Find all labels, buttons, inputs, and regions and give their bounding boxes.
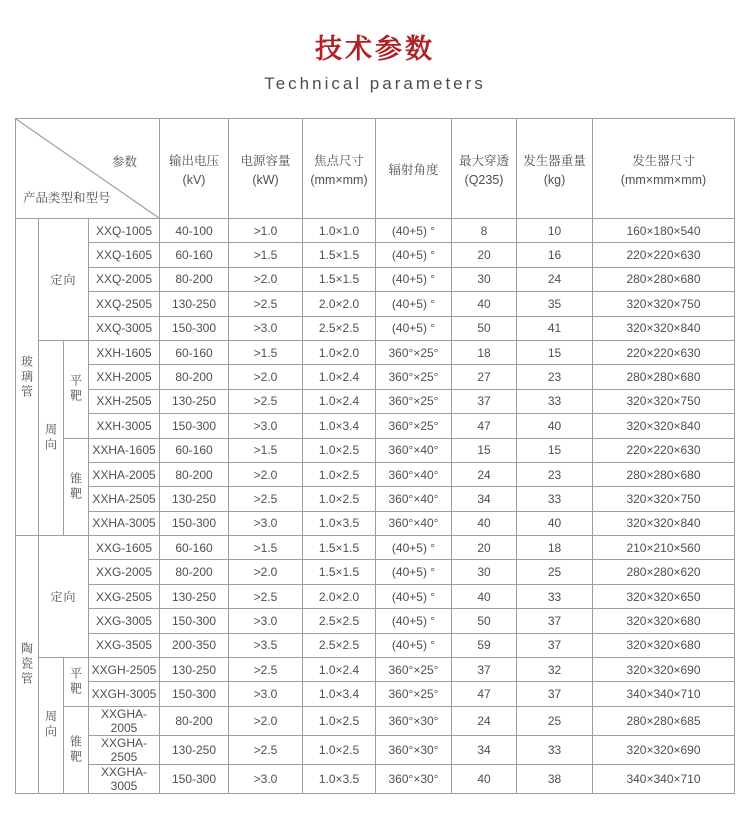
cell-focal: 1.0×3.4 (303, 682, 376, 706)
cell-angle: 360°×25° (376, 658, 452, 682)
cell-penetration: 37 (452, 389, 517, 413)
cell-power: >2.5 (229, 735, 303, 764)
table-row (16, 267, 735, 291)
cell-voltage: 150-300 (160, 414, 229, 438)
cell-penetration: 18 (452, 340, 517, 364)
table-row (16, 658, 735, 682)
cell-model: XXHA-2505 (89, 487, 160, 511)
cell-power: >2.5 (229, 292, 303, 316)
cell-weight: 35 (517, 292, 593, 316)
cell-angle: (40+5) ° (376, 560, 452, 584)
tube-group-label: 陶瓷管 (16, 536, 39, 794)
cell-penetration: 47 (452, 414, 517, 438)
target-type-label: 锥靶 (64, 706, 89, 793)
cell-penetration: 40 (452, 584, 517, 608)
col-header-unit: (kg) (543, 172, 566, 187)
cell-model: XXGH-3005 (89, 682, 160, 706)
cell-dimensions: 320×320×840 (593, 511, 735, 535)
cell-weight: 32 (517, 658, 593, 682)
table-row (16, 633, 735, 657)
page (0, 27, 750, 794)
cell-angle: (40+5) ° (376, 316, 452, 340)
cell-power: >2.0 (229, 365, 303, 389)
cell-power: >2.0 (229, 706, 303, 735)
cell-angle: 360°×30° (376, 735, 452, 764)
table-row (16, 414, 735, 438)
cell-focal: 1.0×2.5 (303, 487, 376, 511)
cell-power: >1.5 (229, 438, 303, 462)
col-header-title: 焦点尺寸 (313, 153, 364, 168)
cell-power: >3.0 (229, 414, 303, 438)
cell-model: XXH-1605 (89, 340, 160, 364)
cell-dimensions: 320×320×750 (593, 292, 735, 316)
col-header-unit: (Q235) (464, 172, 504, 187)
cell-voltage: 60-160 (160, 243, 229, 267)
cell-angle: 360°×25° (376, 414, 452, 438)
cell-weight: 33 (517, 584, 593, 608)
cell-dimensions: 320×320×840 (593, 414, 735, 438)
cell-model: XXGHA-2005 (89, 706, 160, 735)
cell-voltage: 130-250 (160, 487, 229, 511)
cell-angle: 360°×40° (376, 438, 452, 462)
cell-penetration: 27 (452, 365, 517, 389)
cell-power: >3.0 (229, 316, 303, 340)
cell-power: >1.0 (229, 219, 303, 243)
table-row (16, 584, 735, 608)
cell-power: >1.5 (229, 243, 303, 267)
cell-dimensions: 320×320×840 (593, 316, 735, 340)
cell-penetration: 59 (452, 633, 517, 657)
cell-model: XXGHA-2505 (89, 735, 160, 764)
cell-voltage: 80-200 (160, 560, 229, 584)
cell-angle: 360°×40° (376, 511, 452, 535)
cell-focal: 1.0×2.4 (303, 365, 376, 389)
col-header-title: 最大穿透 (458, 153, 509, 168)
cell-weight: 37 (517, 682, 593, 706)
cell-angle: 360°×25° (376, 389, 452, 413)
table-row (16, 243, 735, 267)
cell-model: XXG-3505 (89, 633, 160, 657)
cell-voltage: 200-350 (160, 633, 229, 657)
cell-penetration: 40 (452, 292, 517, 316)
cell-weight: 25 (517, 560, 593, 584)
cell-model: XXH-2005 (89, 365, 160, 389)
cell-dimensions: 320×320×750 (593, 487, 735, 511)
table-body (16, 219, 735, 794)
cell-penetration: 50 (452, 609, 517, 633)
orientation-label: 定向 (39, 219, 89, 341)
col-header-title: 输出电压 (168, 153, 219, 168)
cell-power: >2.5 (229, 389, 303, 413)
cell-power: >3.5 (229, 633, 303, 657)
table-row (16, 438, 735, 462)
table-row (16, 560, 735, 584)
cell-focal: 1.0×2.5 (303, 438, 376, 462)
target-type-label: 锥靶 (64, 438, 89, 536)
cell-model: XXG-1605 (89, 536, 160, 560)
cell-dimensions: 280×280×620 (593, 560, 735, 584)
cell-weight: 40 (517, 414, 593, 438)
cell-model: XXQ-2505 (89, 292, 160, 316)
cell-voltage: 130-250 (160, 584, 229, 608)
orientation-label: 周向 (39, 340, 64, 535)
cell-weight: 16 (517, 243, 593, 267)
col-header-generator-size (593, 119, 735, 219)
cell-focal: 1.5×1.5 (303, 267, 376, 291)
cell-voltage: 150-300 (160, 316, 229, 340)
cell-model: XXQ-3005 (89, 316, 160, 340)
cell-voltage: 150-300 (160, 764, 229, 793)
cell-voltage: 130-250 (160, 658, 229, 682)
cell-angle: 360°×25° (376, 682, 452, 706)
cell-weight: 38 (517, 764, 593, 793)
col-header-unit: (kW) (252, 172, 279, 187)
cell-focal: 2.0×2.0 (303, 584, 376, 608)
cell-power: >2.0 (229, 560, 303, 584)
cell-model: XXG-2005 (89, 560, 160, 584)
cell-dimensions: 280×280×680 (593, 462, 735, 486)
cell-weight: 18 (517, 536, 593, 560)
table-row (16, 735, 735, 764)
cell-angle: 360°×40° (376, 462, 452, 486)
tube-group-label: 玻璃管 (16, 219, 39, 536)
cell-model: XXH-2505 (89, 389, 160, 413)
table-row (16, 292, 735, 316)
cell-focal: 1.0×2.5 (303, 462, 376, 486)
cell-focal: 2.5×2.5 (303, 316, 376, 340)
cell-penetration: 24 (452, 462, 517, 486)
cell-weight: 37 (517, 609, 593, 633)
cell-model: XXGH-2505 (89, 658, 160, 682)
cell-dimensions: 280×280×680 (593, 365, 735, 389)
col-header-generator-weight (517, 119, 593, 219)
table-row (16, 536, 735, 560)
cell-model: XXHA-3005 (89, 511, 160, 535)
cell-focal: 2.5×2.5 (303, 633, 376, 657)
table-row (16, 316, 735, 340)
cell-penetration: 20 (452, 243, 517, 267)
cell-penetration: 37 (452, 658, 517, 682)
cell-power: >3.0 (229, 511, 303, 535)
cell-angle: 360°×25° (376, 340, 452, 364)
col-header-max-penetration (452, 119, 517, 219)
cell-voltage: 150-300 (160, 609, 229, 633)
col-header-title: 辐射角度 (388, 162, 439, 177)
cell-focal: 1.0×3.5 (303, 511, 376, 535)
cell-dimensions: 220×220×630 (593, 340, 735, 364)
cell-power: >3.0 (229, 764, 303, 793)
cell-model: XXGHA-3005 (89, 764, 160, 793)
cell-focal: 1.0×2.5 (303, 735, 376, 764)
cell-dimensions: 280×280×685 (593, 706, 735, 735)
cell-dimensions: 160×180×540 (593, 219, 735, 243)
corner-product-label: 产品类型和型号 (23, 191, 111, 205)
table-row (16, 682, 735, 706)
orientation-label: 周向 (39, 658, 64, 794)
table-row (16, 340, 735, 364)
cell-model: XXQ-1005 (89, 219, 160, 243)
cell-weight: 23 (517, 365, 593, 389)
cell-dimensions: 320×320×690 (593, 658, 735, 682)
cell-focal: 1.0×2.0 (303, 340, 376, 364)
cell-power: >3.0 (229, 682, 303, 706)
cell-weight: 41 (517, 316, 593, 340)
cell-voltage: 60-160 (160, 438, 229, 462)
cell-penetration: 40 (452, 511, 517, 535)
cell-dimensions: 320×320×680 (593, 633, 735, 657)
page-title: 技术参数 (315, 34, 435, 64)
cell-dimensions: 220×220×630 (593, 243, 735, 267)
cell-dimensions: 320×320×650 (593, 584, 735, 608)
cell-voltage: 150-300 (160, 682, 229, 706)
cell-dimensions: 220×220×630 (593, 438, 735, 462)
cell-angle: 360°×30° (376, 706, 452, 735)
cell-voltage: 60-160 (160, 340, 229, 364)
cell-weight: 15 (517, 438, 593, 462)
table-row (16, 764, 735, 793)
col-header-unit: (kV) (182, 172, 206, 187)
table-row (16, 706, 735, 735)
cell-penetration: 15 (452, 438, 517, 462)
col-header-title: 发生器尺寸 (632, 153, 695, 168)
cell-weight: 25 (517, 706, 593, 735)
cell-penetration: 20 (452, 536, 517, 560)
cell-weight: 37 (517, 633, 593, 657)
cell-focal: 1.0×2.5 (303, 706, 376, 735)
cell-angle: (40+5) ° (376, 633, 452, 657)
page-subtitle: Technical parameters (264, 74, 486, 93)
cell-voltage: 40-100 (160, 219, 229, 243)
cell-weight: 15 (517, 340, 593, 364)
cell-angle: 360°×30° (376, 764, 452, 793)
cell-angle: (40+5) ° (376, 219, 452, 243)
cell-penetration: 30 (452, 560, 517, 584)
table-row (16, 609, 735, 633)
cell-angle: (40+5) ° (376, 536, 452, 560)
cell-focal: 2.5×2.5 (303, 609, 376, 633)
cell-voltage: 130-250 (160, 292, 229, 316)
cell-power: >1.5 (229, 340, 303, 364)
header-row (16, 119, 735, 219)
col-header-focal-size (303, 119, 376, 219)
cell-weight: 24 (517, 267, 593, 291)
cell-focal: 1.0×1.0 (303, 219, 376, 243)
table-row (16, 389, 735, 413)
cell-angle: (40+5) ° (376, 609, 452, 633)
cell-dimensions: 340×340×710 (593, 682, 735, 706)
cell-power: >2.0 (229, 267, 303, 291)
cell-model: XXH-3005 (89, 414, 160, 438)
cell-power: >2.0 (229, 462, 303, 486)
cell-weight: 33 (517, 735, 593, 764)
col-header-unit: (mm×mm×mm) (620, 172, 707, 187)
corner-header-cell (16, 119, 160, 219)
cell-focal: 1.0×3.4 (303, 414, 376, 438)
cell-angle: (40+5) ° (376, 584, 452, 608)
cell-dimensions: 320×320×680 (593, 609, 735, 633)
table-row (16, 462, 735, 486)
col-header-power-capacity (229, 119, 303, 219)
cell-weight: 10 (517, 219, 593, 243)
col-header-unit: (mm×mm) (310, 172, 368, 187)
cell-voltage: 130-250 (160, 735, 229, 764)
cell-voltage: 80-200 (160, 706, 229, 735)
table-row (16, 487, 735, 511)
target-type-label: 平靶 (64, 340, 89, 438)
cell-dimensions: 340×340×710 (593, 764, 735, 793)
cell-focal: 1.0×3.5 (303, 764, 376, 793)
corner-param-label: 参数 (111, 155, 137, 169)
table-row (16, 365, 735, 389)
cell-voltage: 80-200 (160, 462, 229, 486)
cell-weight: 33 (517, 487, 593, 511)
table-row (16, 219, 735, 243)
technical-parameters-table (15, 118, 735, 794)
cell-focal: 1.5×1.5 (303, 560, 376, 584)
cell-power: >1.5 (229, 536, 303, 560)
cell-penetration: 30 (452, 267, 517, 291)
cell-penetration: 34 (452, 487, 517, 511)
cell-model: XXQ-2005 (89, 267, 160, 291)
cell-penetration: 50 (452, 316, 517, 340)
cell-dimensions: 320×320×750 (593, 389, 735, 413)
cell-voltage: 80-200 (160, 267, 229, 291)
cell-focal: 1.5×1.5 (303, 243, 376, 267)
cell-focal: 2.0×2.0 (303, 292, 376, 316)
cell-penetration: 24 (452, 706, 517, 735)
cell-angle: 360°×25° (376, 365, 452, 389)
cell-dimensions: 320×320×690 (593, 735, 735, 764)
target-type-label: 平靶 (64, 658, 89, 707)
cell-model: XXHA-2005 (89, 462, 160, 486)
cell-power: >3.0 (229, 609, 303, 633)
col-header-title: 发生器重量 (523, 153, 586, 168)
cell-voltage: 60-160 (160, 536, 229, 560)
cell-model: XXG-2505 (89, 584, 160, 608)
cell-weight: 40 (517, 511, 593, 535)
table-row (16, 511, 735, 535)
cell-weight: 33 (517, 389, 593, 413)
cell-focal: 1.0×2.4 (303, 389, 376, 413)
cell-voltage: 150-300 (160, 511, 229, 535)
cell-penetration: 40 (452, 764, 517, 793)
orientation-label: 定向 (39, 536, 89, 658)
cell-penetration: 34 (452, 735, 517, 764)
cell-voltage: 130-250 (160, 389, 229, 413)
col-header-radiation-angle (376, 119, 452, 219)
col-header-output-voltage (160, 119, 229, 219)
cell-weight: 23 (517, 462, 593, 486)
cell-focal: 1.0×2.4 (303, 658, 376, 682)
cell-penetration: 8 (452, 219, 517, 243)
cell-model: XXG-3005 (89, 609, 160, 633)
cell-angle: (40+5) ° (376, 243, 452, 267)
cell-penetration: 47 (452, 682, 517, 706)
cell-angle: 360°×40° (376, 487, 452, 511)
cell-power: >2.5 (229, 584, 303, 608)
cell-model: XXHA-1605 (89, 438, 160, 462)
col-header-title: 电源容量 (240, 153, 291, 168)
cell-dimensions: 210×210×560 (593, 536, 735, 560)
cell-dimensions: 280×280×680 (593, 267, 735, 291)
cell-angle: (40+5) ° (376, 267, 452, 291)
cell-power: >2.5 (229, 658, 303, 682)
cell-power: >2.5 (229, 487, 303, 511)
cell-angle: (40+5) ° (376, 292, 452, 316)
cell-voltage: 80-200 (160, 365, 229, 389)
cell-focal: 1.5×1.5 (303, 536, 376, 560)
cell-model: XXQ-1605 (89, 243, 160, 267)
